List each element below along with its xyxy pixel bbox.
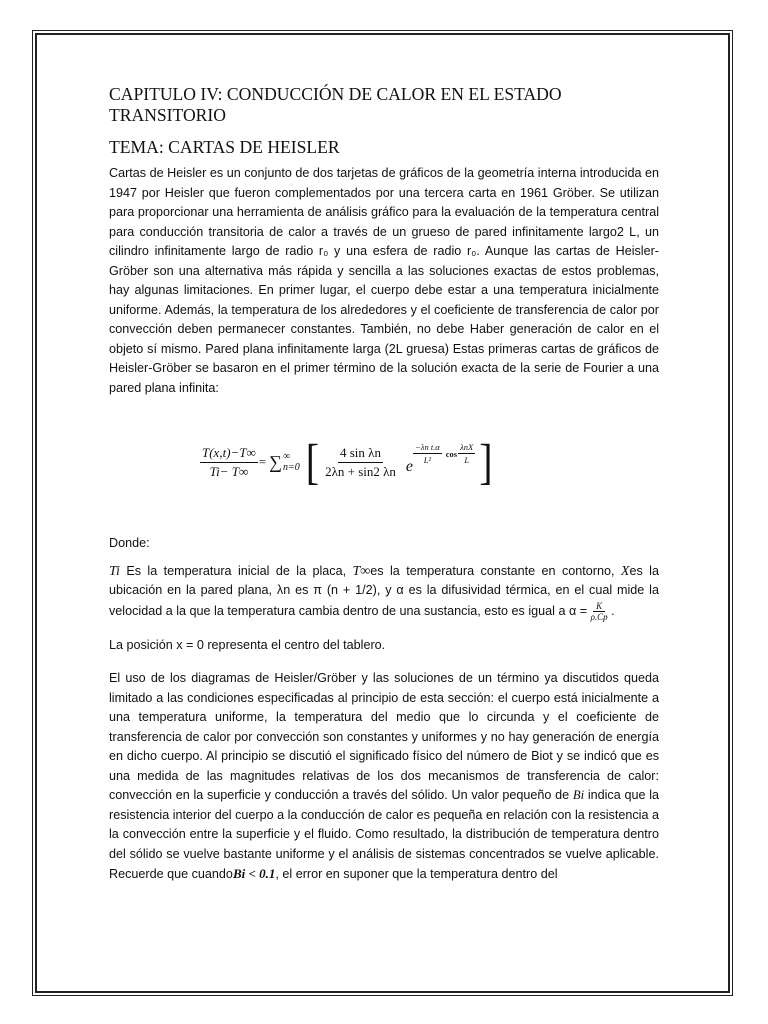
symbol-x: X: [620, 563, 630, 579]
biot-condition: Bi < 0.1: [232, 866, 276, 881]
definitions-paragraph: Ti Es la temperatura inicial de la placa, T∞es la temperatura constante en contorno, Xes la ubicación en la pared plana, λn es π (n + 1/2), y α es la difusividad térmica, en el cual mide la velocidad a la que la temperatura cambia dentro de una sustancia, esto es igual a α = $\frac{K}{\rho.Cp}$ .: [109, 563, 659, 622]
intro-paragraph: Cartas de Heisler es un conjunto de dos tarjetas de gráficos de la geometría interna introducida en 1947 por Heisler que fueron complementados por una tercera carta en 1961 Gröber. Se utilizan para proporcionar una herramienta de análisis gráfico para la evaluación de la temperatura central para conducción transitoria de calor a través de un grueso de pared infinitamente largo2 L, un cilindro infinitamente largo de radio r₀ y una esfera de radio r₀. Aunque las cartas de Heisler-Gröber son una alternativa más rápida y sencilla a las soluciones exactas de estos problemas, hay algunas limitaciones. En primer lugar, el cuerpo debe estar a una temperatura inicialmente uniforme. Además, la temperatura de los alrededores y el coeficiente de transferencia de calor por convección deben permanecer constantes. También, no debe Haber generación de calor en el objeto sí mismo. Pared plana infinitamente larga (2L gruesa) Estas primeras cartas de gráficos de Heisler-Gröber se basaron en el primer término de la solución exacta de la serie de Fourier a una pared plana infinita:: [109, 166, 659, 395]
equation-exponential: e $\frac{\text{−λn t.α}}{\text{L²}}$ cos $\frac{\text{λnX}}{L}$: [405, 442, 474, 475]
symbol-ti: Ti: [109, 563, 120, 579]
position-note: La posición x = 0 representa el centro del tablero.: [109, 637, 386, 652]
right-bracket: ]: [479, 433, 493, 490]
equation-coefficient: $\frac{\text{4 sin λn}}{2\lambda n + \sin 2 \lambda n}$: [325, 444, 396, 479]
chapter-title: CAPITULO IV: CONDUCCIÓN DE CALOR EN EL ESTADO TRANSITORIO: [109, 84, 562, 125]
biot-paragraph: El uso de los diagramas de Heisler/Gröber y las soluciones de un término ya discutidos queda limitado a las condiciones especificadas al principio de esta sección: el cuerpo está inicialmente a una temperatura uniforme, la temperatura del medio que lo circunda y el coeficiente de transferencia de calor por convección son constantes y uniformes y no hay generación de energía en dicho cuerpo. Al principio se discutió el significado físico del número de Biot y se indicó que es una medida de las magnitudes relativas de los dos mecanismos de transferencia de calor: convección en la superficie y conducción a través del sólido. Un valor pequeño de Bi indica que la resistencia interior del cuerpo a la conducción de calor es pequeña en relación con la resistencia a la convección entre la superficie y el fluido. Como resultado, la distribución de temperatura dentro del sólido se vuelve bastante uniforme y el análisis de sistemas concentrados se vuelve aplicable. Recuerde que cuandoBi < 0.1, el error en suponer que la temperatura dentro del: [109, 671, 660, 881]
summation: ∑ ∞ n=0: [269, 451, 300, 473]
topic-title: TEMA: CARTAS DE HEISLER: [109, 137, 340, 157]
alpha-fraction: $\frac{K}{\rho.Cp}$: [590, 600, 608, 622]
symbol-bi: Bi: [572, 788, 585, 802]
left-bracket: [: [305, 433, 320, 490]
equals-sign: =: [258, 454, 267, 469]
symbol-tinf: T∞: [352, 563, 371, 579]
document-page: [109, 84, 659, 885]
equation-lhs: $\frac{T(x,t)-T\infty}{Ti- T\infty}$: [202, 444, 256, 479]
donde-label: Donde:: [109, 536, 150, 550]
heisler-equation: [109, 433, 659, 500]
